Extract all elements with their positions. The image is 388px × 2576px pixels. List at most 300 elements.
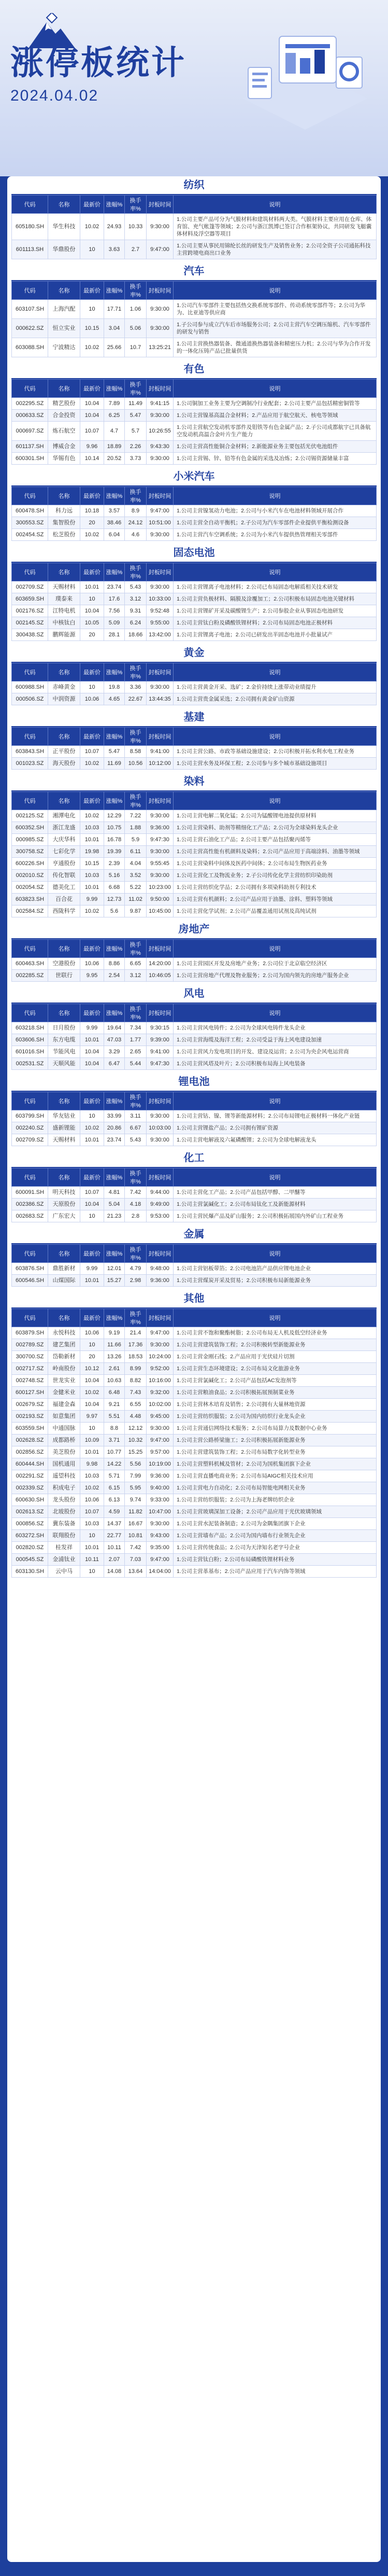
cell-change-pct: 7.56 — [104, 605, 125, 617]
cell-name: 天赐材料 — [48, 1134, 80, 1146]
cell-change-pct: 10.75 — [104, 822, 125, 834]
cell-change-pct: 6.15 — [104, 1482, 125, 1494]
cell-name: 炼石航空 — [48, 422, 80, 441]
column-header-price: 最新价 — [80, 1168, 104, 1187]
cell-name: 西陇科学 — [48, 906, 80, 917]
cell-price: 10.01 — [80, 1034, 104, 1046]
section-4 — [11, 544, 377, 641]
cell-price: 10.06 — [80, 1327, 104, 1339]
cell-price: 19.98 — [80, 846, 104, 858]
section-title: 黄金 — [11, 644, 377, 663]
cell-name: 龙头股份 — [48, 1494, 80, 1506]
cell-change-pct: 21.23 — [104, 1210, 125, 1222]
cell-turnover: 21.4 — [125, 1327, 147, 1339]
cell-price: 10.02 — [80, 1387, 104, 1399]
cell-code: 603659.SH — [12, 593, 48, 605]
cell-reason: 1.公司主营有机颜料；2.公司产品应用于油墨、涂料、塑料等领域 — [174, 894, 377, 906]
cell-price: 10.07 — [80, 1187, 104, 1199]
column-header-turnover: 换手率% — [125, 196, 147, 214]
stock-table — [11, 281, 377, 357]
cell-change-pct: 11.69 — [104, 758, 125, 770]
stock-table — [11, 563, 377, 641]
cell-price: 10 — [80, 1339, 104, 1351]
cell-name: 正平股份 — [48, 746, 80, 758]
cell-price: 10.02 — [80, 906, 104, 917]
cell-code: 002295.SZ — [12, 398, 48, 410]
cell-seal-time: 9:30:00 — [147, 846, 174, 858]
table-row — [12, 338, 377, 357]
cell-code: 001023.SZ — [12, 758, 48, 770]
cell-price: 10.04 — [80, 605, 104, 617]
cell-turnover: 2.7 — [125, 240, 147, 259]
cell-code: 000622.SZ — [12, 319, 48, 338]
table-row — [12, 1187, 377, 1199]
cell-price: 10.18 — [80, 505, 104, 517]
cell-price: 10 — [80, 593, 104, 605]
cell-change-pct: 2.39 — [104, 858, 125, 870]
cell-reason: 1.公司主营煤炭开采及贸易；2.公司积极布局新能源业务 — [174, 1275, 377, 1287]
table-row — [12, 1566, 377, 1578]
cell-turnover: 5.06 — [125, 319, 147, 338]
cell-reason: 1.公司主营负极材料、隔膜及涂覆加工；2.公司积极布局固态电池关键材料 — [174, 593, 377, 605]
cell-seal-time: 10:02:00 — [147, 1399, 174, 1411]
cell-code: 000506.SZ — [12, 693, 48, 705]
table-row — [12, 529, 377, 541]
cell-reason: 1.公司主营镍基高温合金材料；2.产品应用于航空航天、核电等领域 — [174, 410, 377, 422]
table-row — [12, 1122, 377, 1134]
cell-seal-time: 9:30:00 — [147, 810, 174, 822]
page-title: 涨停板统计 — [10, 44, 186, 81]
cell-name: 空港股份 — [48, 958, 80, 970]
cell-reason: 1.公司主营汽车空调系统；2.公司为小米汽车提供热管理相关零部件 — [174, 529, 377, 541]
cell-reason: 1.公司主营风塔及叶片；2.公司积极布局海上风电装备 — [174, 1058, 377, 1070]
cell-turnover: 10.33 — [125, 214, 147, 240]
cell-code: 002010.SZ — [12, 870, 48, 882]
cell-code: 603823.SH — [12, 894, 48, 906]
section-9 — [11, 985, 377, 1070]
section-title: 基建 — [11, 708, 377, 727]
table-row — [12, 441, 377, 453]
cell-change-pct: 6.48 — [104, 1387, 125, 1399]
column-header-name: 名称 — [48, 792, 80, 810]
cell-turnover: 17.36 — [125, 1339, 147, 1351]
cell-turnover: 5.7 — [125, 422, 147, 441]
cell-code: 000545.SZ — [12, 1554, 48, 1566]
cell-seal-time: 9:30:00 — [147, 319, 174, 338]
cell-seal-time: 10:33:00 — [147, 593, 174, 605]
cell-seal-time: 9:30:00 — [147, 214, 174, 240]
cell-turnover: 7.22 — [125, 810, 147, 822]
cell-change-pct: 47.03 — [104, 1034, 125, 1046]
column-header-seal-time: 封板时间 — [147, 196, 174, 214]
page-date: 2024.04.02 — [10, 87, 99, 104]
cell-reason: 1.公司主营传统食品；2.公司为天津知名老字号企业 — [174, 1542, 377, 1554]
column-header-code: 代码 — [12, 1245, 48, 1263]
section-title: 金属 — [11, 1226, 377, 1244]
cell-name: 盛新锂能 — [48, 1122, 80, 1134]
column-header-name: 名称 — [48, 1245, 80, 1263]
cell-code: 601137.SH — [12, 441, 48, 453]
cell-change-pct: 7.89 — [104, 398, 125, 410]
cell-name: 岭南股份 — [48, 1363, 80, 1375]
cell-turnover: 3.11 — [125, 1110, 147, 1122]
cell-code: 002145.SZ — [12, 617, 48, 629]
table-row — [12, 1327, 377, 1339]
cell-name: 百合花 — [48, 894, 80, 906]
column-header-change-pct: 涨幅% — [104, 563, 125, 581]
column-header-seal-time: 封板时间 — [147, 1004, 174, 1022]
cell-price: 10.04 — [80, 1046, 104, 1058]
cell-price: 10 — [80, 1423, 104, 1435]
cell-turnover: 10.81 — [125, 1530, 147, 1542]
table-row — [12, 1351, 377, 1363]
cell-turnover: 3.12 — [125, 593, 147, 605]
cell-name: 华鼎股份 — [48, 240, 80, 259]
cell-price: 10.02 — [80, 1122, 104, 1134]
cell-code: 300700.SZ — [12, 1351, 48, 1363]
cell-change-pct: 38.46 — [104, 517, 125, 529]
cell-turnover: 16.67 — [125, 1518, 147, 1530]
table-row — [12, 517, 377, 529]
cell-turnover: 2.65 — [125, 1046, 147, 1058]
cell-code: 603218.SH — [12, 1022, 48, 1034]
column-header-seal-time: 封板时间 — [147, 380, 174, 398]
section-title: 小米汽车 — [11, 468, 377, 486]
table-row — [12, 1482, 377, 1494]
section-6 — [11, 708, 377, 770]
cell-price: 10.02 — [80, 758, 104, 770]
cell-turnover: 7.99 — [125, 1470, 147, 1482]
column-header-turnover: 换手率% — [125, 1004, 147, 1022]
section-title: 纺织 — [11, 176, 377, 195]
section-8 — [11, 921, 377, 982]
column-header-price: 最新价 — [80, 380, 104, 398]
cell-price: 10.04 — [80, 1058, 104, 1070]
section-title: 风电 — [11, 985, 377, 1004]
cell-turnover: 15.25 — [125, 1446, 147, 1458]
cell-reason: 1.公司主营锂离子电池；2.公司已研发出半固态电池并小批量试产 — [174, 629, 377, 641]
column-header-code: 代码 — [12, 487, 48, 505]
cell-code: 600546.SH — [12, 1275, 48, 1287]
table-row — [12, 1263, 377, 1275]
cell-change-pct: 12.29 — [104, 810, 125, 822]
header-banner — [0, 0, 388, 176]
cell-code: 600463.SH — [12, 958, 48, 970]
column-header-change-pct: 涨幅% — [104, 1245, 125, 1263]
column-header-change-pct: 涨幅% — [104, 1168, 125, 1187]
cell-code: 300758.SZ — [12, 846, 48, 858]
cell-change-pct: 3.04 — [104, 319, 125, 338]
cell-code: 300438.SZ — [12, 629, 48, 641]
cell-turnover: 10.32 — [125, 1435, 147, 1446]
column-header-code: 代码 — [12, 940, 48, 958]
cell-seal-time: 9:47:00 — [147, 240, 174, 259]
cell-price: 10.12 — [80, 1363, 104, 1375]
cell-reason: 1.公司主营风电铸件；2.公司为全球风电铸件龙头企业 — [174, 1022, 377, 1034]
table-row — [12, 629, 377, 641]
column-header-reason: 说明 — [174, 1168, 377, 1187]
table-row — [12, 1458, 377, 1470]
cell-seal-time: 9:33:00 — [147, 1494, 174, 1506]
column-header-seal-time: 封板时间 — [147, 940, 174, 958]
cell-name: 联翔股份 — [48, 1530, 80, 1542]
cell-code: 002054.SZ — [12, 882, 48, 894]
cell-turnover: 8.99 — [125, 1363, 147, 1375]
table-row — [12, 834, 377, 846]
cell-name: 福建金森 — [48, 1399, 80, 1411]
cell-price: 10.15 — [80, 858, 104, 870]
column-header-name: 名称 — [48, 1004, 80, 1022]
cell-turnover: 1.77 — [125, 1034, 147, 1046]
column-header-code: 代码 — [12, 663, 48, 681]
cell-seal-time: 9:44:00 — [147, 1187, 174, 1199]
cell-change-pct: 18.89 — [104, 441, 125, 453]
section-title: 锂电池 — [11, 1073, 377, 1092]
cell-price: 10.03 — [80, 1470, 104, 1482]
cell-turnover: 3.52 — [125, 870, 147, 882]
cell-seal-time: 9:47:00 — [147, 1435, 174, 1446]
cell-price: 10.03 — [80, 822, 104, 834]
table-row — [12, 581, 377, 593]
cell-reason: 1.公司主营锡、锌、铅等有色金属的采选及冶炼；2.公司锡资源储量丰富 — [174, 453, 377, 465]
column-header-reason: 说明 — [174, 1245, 377, 1263]
cell-reason: 1.公司主营染料中间体及医药中间体；2.公司布局生物医药业务 — [174, 858, 377, 870]
cell-turnover: 8.9 — [125, 505, 147, 517]
cell-turnover: 7.42 — [125, 1542, 147, 1554]
cell-code: 601113.SH — [12, 240, 48, 259]
cell-code: 002193.SZ — [12, 1411, 48, 1423]
column-header-seal-time: 封板时间 — [147, 663, 174, 681]
cell-turnover: 18.53 — [125, 1351, 147, 1363]
cell-name: 精艺股份 — [48, 398, 80, 410]
column-header-reason: 说明 — [174, 282, 377, 300]
cell-change-pct: 10.63 — [104, 1375, 125, 1387]
cell-change-pct: 16.78 — [104, 834, 125, 846]
cell-name: 中核钛白 — [48, 617, 80, 629]
cell-code: 603606.SH — [12, 1034, 48, 1046]
cell-code: 002613.SZ — [12, 1506, 48, 1518]
cell-code: 603130.SH — [12, 1566, 48, 1578]
table-row — [12, 1275, 377, 1287]
cell-reason: 1.公司主营锂盐产品；2.公司拥有锂矿资源 — [174, 1122, 377, 1134]
cell-seal-time: 9:47:00 — [147, 1554, 174, 1566]
cell-name: 东方电缆 — [48, 1034, 80, 1046]
cell-turnover: 6.11 — [125, 846, 147, 858]
cell-turnover: 4.6 — [125, 529, 147, 541]
cell-turnover: 7.43 — [125, 1387, 147, 1399]
cell-reason: 1.公司主营金刚石线；2.产品应用于光伏硅片切割 — [174, 1351, 377, 1363]
cell-turnover: 3.73 — [125, 453, 147, 465]
cell-seal-time: 9:30:00 — [147, 1339, 174, 1351]
cell-seal-time: 10:45:00 — [147, 906, 174, 917]
column-header-turnover: 换手率% — [125, 792, 147, 810]
cell-name: 湘潭电化 — [48, 810, 80, 822]
cell-seal-time: 10:26:55 — [147, 422, 174, 441]
cell-seal-time: 9:47:00 — [147, 505, 174, 517]
cell-price: 10 — [80, 1530, 104, 1542]
column-header-change-pct: 涨幅% — [104, 792, 125, 810]
cell-change-pct: 22.77 — [104, 1530, 125, 1542]
cell-name: 松芝股份 — [48, 529, 80, 541]
cell-price: 10.07 — [80, 1506, 104, 1518]
cell-price: 10.01 — [80, 882, 104, 894]
cell-seal-time: 9:30:00 — [147, 870, 174, 882]
cell-seal-time: 13:42:00 — [147, 629, 174, 641]
cell-seal-time: 9:50:00 — [147, 894, 174, 906]
cell-code: 603559.SH — [12, 1423, 48, 1435]
cell-seal-time: 9:30:00 — [147, 681, 174, 693]
column-header-name: 名称 — [48, 1092, 80, 1110]
cell-reason: 1.公司主营水务及环保工程；2.公司参与多个城市基础设施项目 — [174, 758, 377, 770]
cell-turnover: 13.64 — [125, 1566, 147, 1578]
cell-change-pct: 24.93 — [104, 214, 125, 240]
cell-change-pct: 3.63 — [104, 240, 125, 259]
section-13 — [11, 1290, 377, 1578]
cell-reason: 1.公司主营墙布产品；2.公司为国内墙布行业领先企业 — [174, 1530, 377, 1542]
column-header-reason: 说明 — [174, 1092, 377, 1110]
cell-seal-time: 9:41:00 — [147, 1046, 174, 1058]
column-header-code: 代码 — [12, 563, 48, 581]
cell-reason: 1.公司主营化工产品；2.公司产品包括甲醇、二甲醚等 — [174, 1187, 377, 1199]
cell-turnover: 8.82 — [125, 1375, 147, 1387]
cell-seal-time: 10:16:00 — [147, 1375, 174, 1387]
cell-seal-time: 13:25:21 — [147, 338, 174, 357]
cell-change-pct: 3.57 — [104, 505, 125, 517]
column-header-change-pct: 涨幅% — [104, 282, 125, 300]
cell-turnover: 4.79 — [125, 1263, 147, 1275]
cell-price: 10 — [80, 1566, 104, 1578]
cell-code: 002240.SZ — [12, 1122, 48, 1134]
cell-name: 世龙实业 — [48, 1375, 80, 1387]
cell-price: 10.01 — [80, 834, 104, 846]
table-row — [12, 1363, 377, 1375]
cell-seal-time: 10:51:00 — [147, 517, 174, 529]
cell-change-pct: 3.71 — [104, 1435, 125, 1446]
cell-change-pct: 3.29 — [104, 1046, 125, 1058]
column-header-reason: 说明 — [174, 1309, 377, 1327]
cell-code: 603088.SH — [12, 338, 48, 357]
cell-reason: 1.公司主要产品可分为气膜材料和建筑材料两大类。气膜材料主要应用在仓库、体育馆、充气帐篷等领域；2.公司与浙江凯博已签订合作框架协议，共同研发飞艇囊体材料及浮空器等项目 — [174, 214, 377, 240]
footer-bar — [0, 2562, 388, 2576]
cell-turnover: 2.98 — [125, 1275, 147, 1287]
cell-price: 10.02 — [80, 1482, 104, 1494]
column-header-turnover: 换手率% — [125, 563, 147, 581]
cell-name: 积成电子 — [48, 1482, 80, 1494]
cell-reason: 1.公司主营建筑装饰工程；2.公司积极转型新能源业务 — [174, 1339, 377, 1351]
cell-price: 9.99 — [80, 894, 104, 906]
table-row — [12, 1387, 377, 1399]
cell-change-pct: 6.25 — [104, 410, 125, 422]
cell-seal-time: 10:46:05 — [147, 970, 174, 982]
cell-name: 岱勒新材 — [48, 1351, 80, 1363]
column-header-code: 代码 — [12, 282, 48, 300]
cell-change-pct: 20.52 — [104, 453, 125, 465]
table-row — [12, 1046, 377, 1058]
cell-price: 10.07 — [80, 746, 104, 758]
cell-name: 宁波精达 — [48, 338, 80, 357]
cell-seal-time: 9:47:30 — [147, 834, 174, 846]
cell-price: 9.97 — [80, 1411, 104, 1423]
cell-name: 鼎胜新材 — [48, 1263, 80, 1275]
cell-change-pct: 12.73 — [104, 894, 125, 906]
cell-code: 002789.SZ — [12, 1339, 48, 1351]
column-header-seal-time: 封板时间 — [147, 792, 174, 810]
cell-name: 永悦科技 — [48, 1327, 80, 1339]
table-row — [12, 894, 377, 906]
column-header-price: 最新价 — [80, 940, 104, 958]
cell-reason: 1.公司主营纺织服装；2.公司为上海老牌纺织企业 — [174, 1494, 377, 1506]
cell-reason: 1.公司主营房地产代理及物业服务；2.公司为国内领先的房地产服务企业 — [174, 970, 377, 982]
column-header-change-pct: 涨幅% — [104, 487, 125, 505]
cell-name: 鹏辉能源 — [48, 629, 80, 641]
column-header-name: 名称 — [48, 728, 80, 746]
column-header-reason: 说明 — [174, 487, 377, 505]
table-row — [12, 822, 377, 834]
cell-name: 桂发祥 — [48, 1542, 80, 1554]
column-header-reason: 说明 — [174, 728, 377, 746]
cell-change-pct: 19.39 — [104, 846, 125, 858]
cell-code: 002291.SZ — [12, 1470, 48, 1482]
cell-change-pct: 17.71 — [104, 300, 125, 319]
cell-seal-time: 9:32:00 — [147, 1387, 174, 1399]
cell-reason: 1.公司主营林木培育及销售；2.公司拥有大量林地资源 — [174, 1399, 377, 1411]
column-header-price: 最新价 — [80, 728, 104, 746]
cell-seal-time: 10:19:00 — [147, 1458, 174, 1470]
cell-reason: 1.公司主营钴、镍、锂等新能源材料；2.公司布局锂电正极材料一体化产业链 — [174, 1110, 377, 1122]
cell-code: 600127.SH — [12, 1387, 48, 1399]
cell-name: 天顺风能 — [48, 1058, 80, 1070]
table-row — [12, 906, 377, 917]
cell-price: 10.01 — [80, 1134, 104, 1146]
cell-price: 10 — [80, 1210, 104, 1222]
table-row — [12, 882, 377, 894]
cell-seal-time: 9:43:00 — [147, 1530, 174, 1542]
cell-price: 20 — [80, 1351, 104, 1363]
cell-reason: 1.公司主营贵金属采选；2.公司拥有黄金矿山资源 — [174, 693, 377, 705]
column-header-price: 最新价 — [80, 1245, 104, 1263]
cell-price: 10.07 — [80, 422, 104, 441]
table-row — [12, 1375, 377, 1387]
cell-turnover: 4.04 — [125, 858, 147, 870]
cell-reason: 1.公司主营锂矿开采及碳酸锂生产；2.公司参股企业从事固态电池研发 — [174, 605, 377, 617]
cell-seal-time: 9:40:00 — [147, 1482, 174, 1494]
section-title: 有色 — [11, 360, 377, 379]
cell-reason: 1.公司主营石油化工产品；2.公司主要产品包括聚丙烯等 — [174, 834, 377, 846]
cell-change-pct: 2.54 — [104, 970, 125, 982]
cell-code: 600444.SH — [12, 1458, 48, 1470]
column-header-price: 最新价 — [80, 196, 104, 214]
cell-code: 002820.SZ — [12, 1542, 48, 1554]
cell-reason: 1.公司主营黄金开采、选矿；2.金价持续上涨带动业绩提升 — [174, 681, 377, 693]
cell-price: 10.05 — [80, 617, 104, 629]
cell-seal-time: 9:55:00 — [147, 617, 174, 629]
cell-price: 9.99 — [80, 1263, 104, 1275]
cell-code: 002709.SZ — [12, 1134, 48, 1146]
column-header-name: 名称 — [48, 1168, 80, 1187]
cell-name: 华锡有色 — [48, 453, 80, 465]
cell-turnover: 5.9 — [125, 834, 147, 846]
cell-seal-time: 9:52:00 — [147, 1363, 174, 1375]
table-row — [12, 1470, 377, 1482]
section-11 — [11, 1149, 377, 1222]
cell-name: 大庆华科 — [48, 834, 80, 846]
cell-code: 002709.SZ — [12, 581, 48, 593]
stock-table — [11, 195, 377, 259]
table-row — [12, 1554, 377, 1566]
cell-code: 600091.SH — [12, 1187, 48, 1199]
cell-code: 600478.SH — [12, 505, 48, 517]
column-header-seal-time: 封板时间 — [147, 487, 174, 505]
